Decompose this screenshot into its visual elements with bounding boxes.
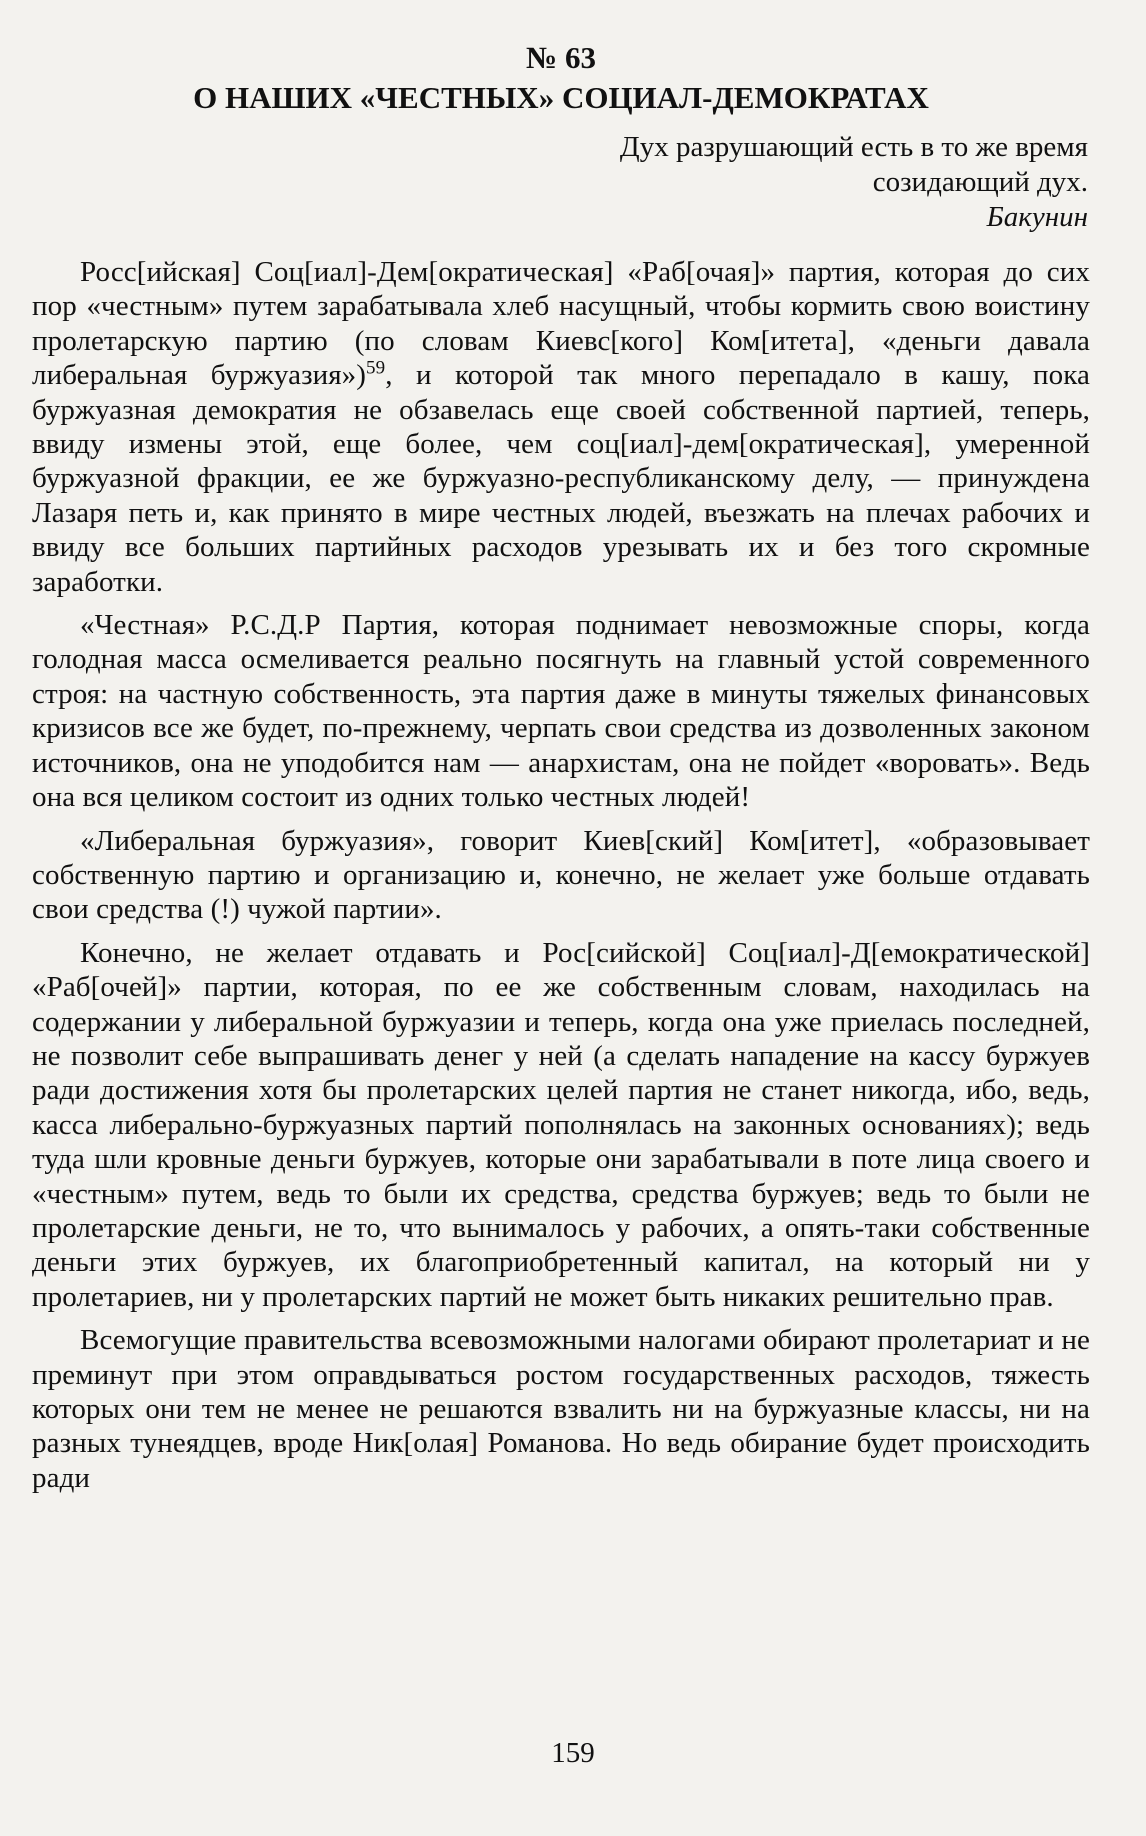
page-number: 159 bbox=[551, 1737, 595, 1769]
paragraph-1-text-after-note: , и которой так много перепадало в кашу, пока буржуазная демократия не обзавелась еще своей собственной партией, теперь, ввиду измены этой, еще более, чем соц[иал]-дем[ократическая], умеренной буржуазной фракции, ее же буржуазно-республиканскому делу, — принуждена Лазаря петь и, как принято в мире честных людей, въезжать на плечах рабочих и ввиду все больших партийных расходов урезывать их и без того скромные заработки. bbox=[32, 359, 1090, 598]
paragraph-1-text-before-note: Росс[ийская] Соц[иал]-Дем[ократическая] «Раб[очая]» партия, которая до сих пор «честным» путем зарабатывала хлеб насущный, чтобы кормить свою воистину пролетарскую партию (по словам Киевс[кого] Ком[итета], «деньги давала либеральная буржуазия») bbox=[32, 256, 1090, 392]
paragraph-4: Конечно, не желает отдавать и Рос[сийской] Соц[иал]-Д[емократической] «Раб[очей]» партии, которая, по ее же собственным словам, находилась на содержании у либеральной буржуазии и теперь, когда она уже приелась последней, не позволит себе выпрашивать денег у ней (а сделать нападение на кассу буржуев ради достижения хотя бы пролетарских целей партия не станет никогда, ибо, ведь, касса либерально-буржуазных партий пополнялась на законных основаниях); ведь туда шли кровные деньги буржуев, которые они зарабатывали в поте лица своего и «честным» путем, ведь то были их средства, средства буржуев; ведь то были не пролетарские деньги, не то, что вынималось у рабочих, а опять-таки собственные деньги этих буржуев, их благоприобретенный капитал, на который ни у пролетариев, ни у пролетарских партий не может быть никаких решительно прав. bbox=[32, 936, 1090, 1313]
paragraph-3: «Либеральная буржуазия», говорит Киев[ский] Ком[итет], «образовывает собственную партию и организацию и, конечно, не желает уже больше отдавать свои средства (!) чужой партии». bbox=[32, 824, 1090, 926]
epigraph-author: Бакунин bbox=[986, 201, 1088, 233]
paragraph-1 bbox=[32, 255, 1090, 599]
document-page bbox=[32, 38, 1090, 1504]
body-text bbox=[32, 255, 1090, 1495]
document-title: О НАШИХ «ЧЕСТНЫХ» СОЦИАЛ-ДЕМОКРАТАХ bbox=[193, 80, 929, 115]
epigraph bbox=[32, 130, 1090, 235]
epigraph-line-2: созидающий дух. bbox=[872, 166, 1088, 198]
document-number: № 63 bbox=[526, 40, 596, 75]
paragraph-2: «Честная» Р.С.Д.Р Партия, которая поднимает невозможные споры, когда голодная масса осмеливается реально посягнуть на главный устой современного строя: на частную собственность, эта партия даже в минуты тяжелых финансовых кризисов все же будет, по-прежнему, черпать свои средства из дозволенных законом источников, она не уподобится нам — анархистам, она не пойдет «воровать». Ведь она вся целиком состоит из одних только честных людей! bbox=[32, 609, 1090, 814]
footnote-marker: 59 bbox=[366, 357, 386, 379]
paragraph-5: Всемогущие правительства всевозможными налогами обирают пролетариат и не преминут при этом оправдываться ростом государственных расходов, тяжесть которых они тем не менее не решаются взвалить ни на буржуазные классы, ни на разных тунеядцев, вроде Ник[олая] Романова. Но ведь обирание будет происходить ради bbox=[32, 1324, 1090, 1494]
epigraph-line-1: Дух разрушающий есть в то же время bbox=[619, 131, 1088, 163]
